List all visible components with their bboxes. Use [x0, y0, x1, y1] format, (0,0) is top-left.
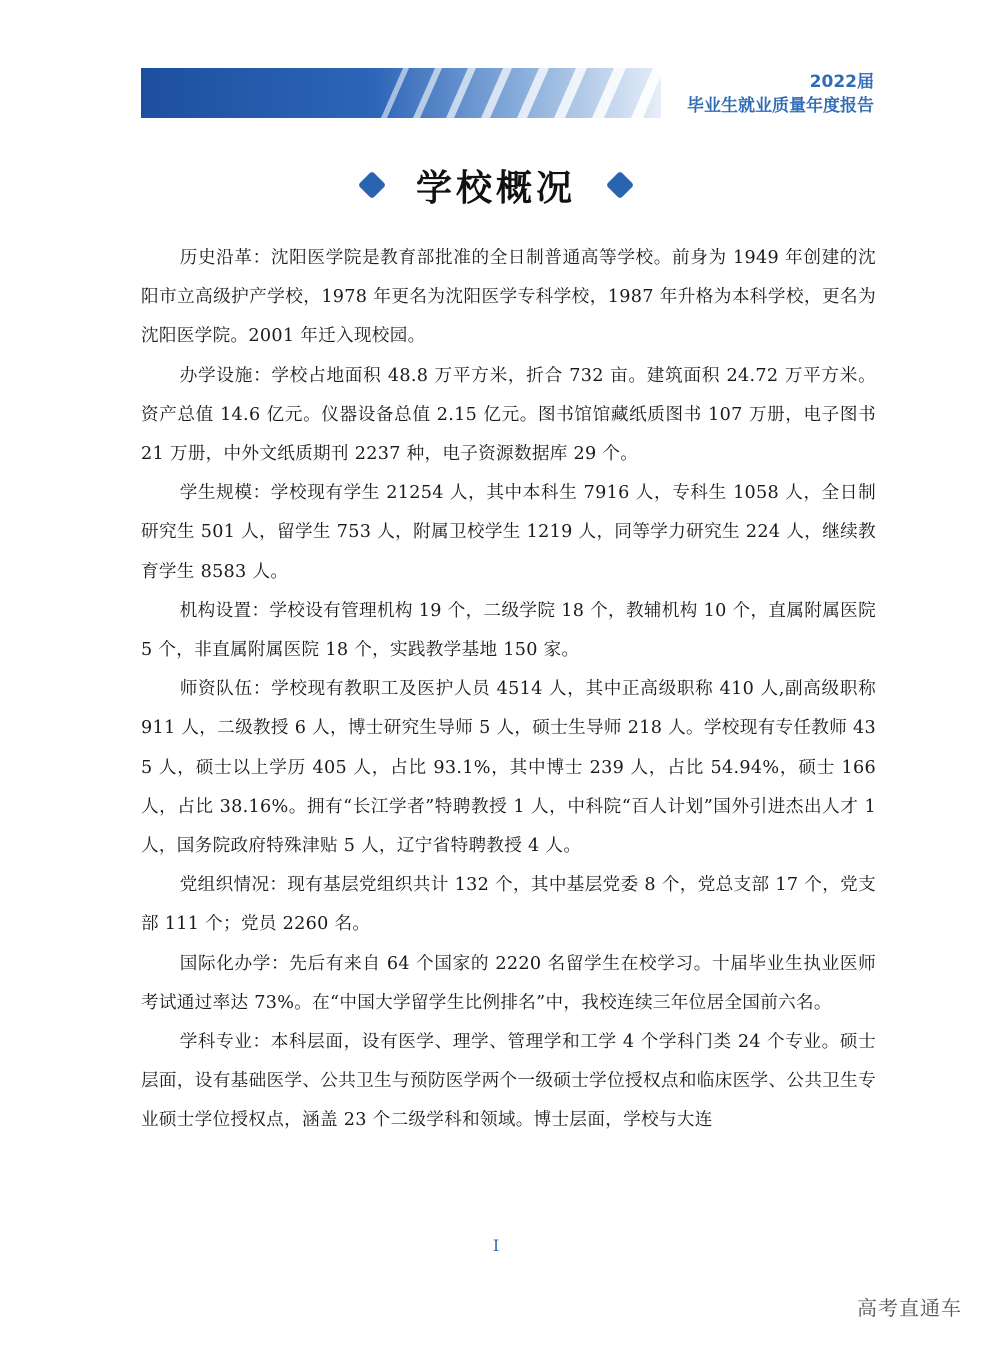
- header-stripes: [141, 68, 661, 118]
- paragraph-organization: 机构设置：学校设有管理机构 19 个，二级学院 18 个，教辅机构 10 个，直属附属医院 5 个，非直属附属医院 18 个，实践教学基地 150 家。: [141, 600, 876, 661]
- watermark: 高考直通车: [857, 1296, 962, 1320]
- page-title-row: [0, 160, 992, 210]
- report-year: 2022届: [809, 72, 874, 92]
- paragraph-students: 学生规模：学校现有学生 21254 人，其中本科生 7916 人，专科生 1058 人，全日制研究生 501 人，留学生 753 人，附属卫校学生 1219 人，同等学力研究生 224 人，继续教育学生 8583 人。: [141, 483, 876, 582]
- paragraph-international: 国际化办学：先后有来自 64 个国家的 2220 名留学生在校学习。十届毕业生执业医师考试通过率达 73%。在“中国大学留学生比例排名”中，我校连续三年位居全国前六名。: [141, 953, 876, 1013]
- body-text: [141, 239, 876, 1141]
- header-banner: [141, 68, 661, 118]
- page-number: I: [492, 1236, 500, 1255]
- diamond-right-icon: [606, 171, 634, 199]
- paragraph-faculty: 师资队伍：学校现有教职工及医护人员 4514 人，其中正高级职称 410 人,副高级职称 911 人，二级教授 6 人，博士研究生导师 5 人，硕士生导师 218 人。学校现有专任教师 435 人，硕士以上学历 405 人，占比 93.1%，其中博士 239 人，占比 54.94%，硕士 166 人，占比 38.16%。拥有“长江学者”特聘教授 1 人，中科院“百人计划”国外引进杰出人才 1 人，国务院政府特殊津贴 5 人，辽宁省特聘教授 4 人。: [141, 679, 876, 857]
- paragraph-party: 党组织情况：现有基层党组织共计 132 个，其中基层党委 8 个，党总支部 17 个，党支部 111 个；党员 2260 名。: [141, 875, 876, 935]
- page-title: 学校概况: [415, 167, 576, 209]
- paragraph-facilities: 办学设施：学校占地面积 48.8 万平方米，折合 732 亩。建筑面积 24.72 万平方米。资产总值 14.6 亿元。仪器设备总值 2.15 亿元。图书馆馆藏纸质图书 107 万册，电子图书 21 万册，中外文纸质期刊 2237 种，电子资源数据库 29 个。: [141, 365, 876, 465]
- paragraph-disciplines: 学科专业：本科层面，设有医学、理学、管理学和工学 4 个学科门类 24 个专业。硕士层面，设有基础医学、公共卫生与预防医学两个一级硕士学位授权点和临床医学、公共卫生专业硕士学位授权点，涵盖 23 个二级学科和领域。博士层面，学校与大连: [141, 1032, 876, 1131]
- report-header: [687, 70, 874, 118]
- report-title: 毕业生就业质量年度报告: [687, 96, 874, 116]
- paragraph-history: 历史沿革：沈阳医学院是教育部批准的全日制普通高等学校。前身为 1949 年创建的沈阳市立高级护产学校，1978 年更名为沈阳医学专科学校，1987 年升格为本科学校，更名为沈阳医学院。2001 年迁入现校园。: [141, 248, 876, 347]
- diamond-left-icon: [358, 171, 386, 199]
